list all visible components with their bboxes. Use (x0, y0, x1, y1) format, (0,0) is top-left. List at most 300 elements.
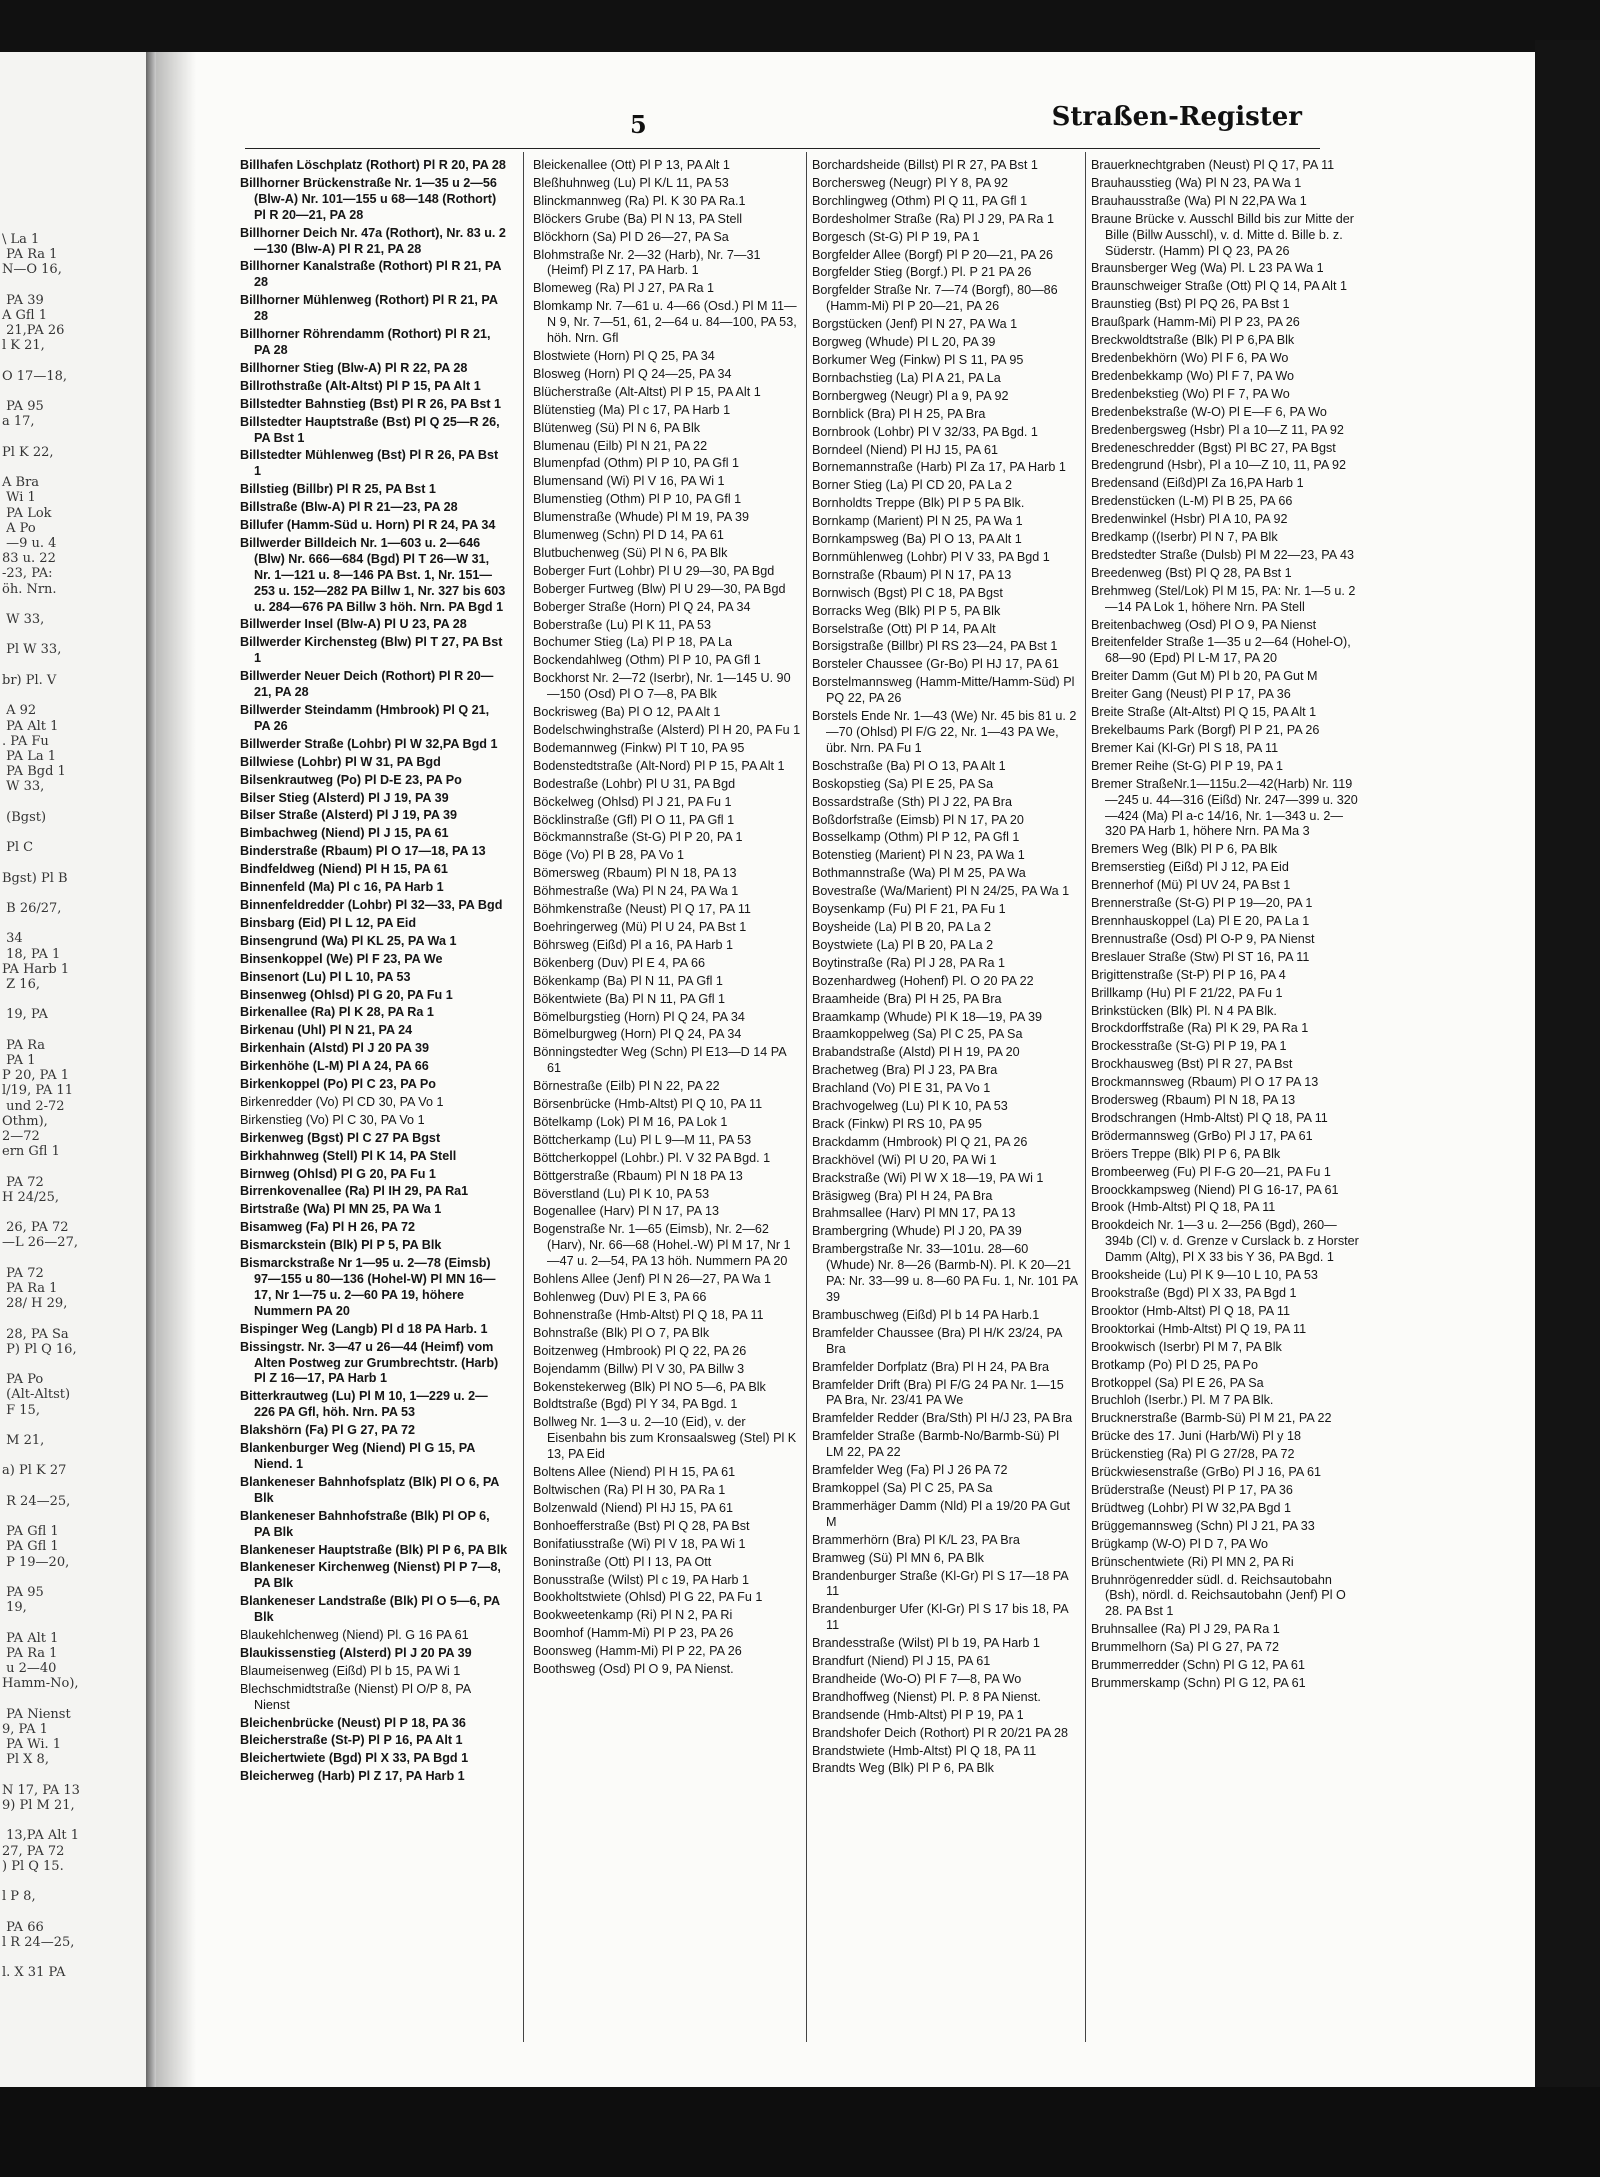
register-entry: Brückenstieg (Ra) Pl G 27/28, PA 72 (1091, 1447, 1295, 1462)
register-entry: Bökentwiete (Ba) Pl N 11, PA Gfl 1 (533, 991, 726, 1006)
register-entry: Bramkoppel (Sa) Pl C 25, PA Sa (812, 1480, 993, 1495)
register-entry: Brahmsallee (Harv) Pl MN 17, PA 13 (812, 1206, 1016, 1221)
register-entry: Bornwisch (Bgst) Pl C 18, PA Bgst (812, 585, 1003, 600)
register-entry: Bodenstedtstraße (Alt-Nord) Pl P 15, PA Alt 1 (533, 758, 785, 773)
register-entry: Brookstraße (Bgd) Pl X 33, PA Bgd 1 (1091, 1286, 1297, 1300)
register-entry: Brandstwiete (Hmb-Altst) Pl Q 18, PA 11 (812, 1743, 1037, 1758)
register-entry: Blöckers Grube (Ba) Pl N 13, PA Stell (533, 211, 743, 226)
register-entry: Billhorner Stieg (Blw-A) Pl R 22, PA 28 (240, 360, 468, 375)
register-entry: Boomhof (Hamm-Mi) Pl P 23, PA 26 (533, 1626, 734, 1641)
register-entry: Brachvogelweg (Lu) Pl K 10, PA 53 (812, 1099, 1008, 1114)
register-entry: Bogenstraße Nr. 1—65 (Eimsb), Nr. 2—62 (Harv), Nr. 66—68 (Hohel.-W) Pl M 17, Nr 1—47 u. 2—54, PA 13 höh. Nummern PA 20 (533, 1222, 791, 1269)
register-entry: Bonifatiusstraße (Wi) Pl V 18, PA Wi 1 (533, 1536, 746, 1551)
register-entry: Billwerder Kirchensteg (Blw) Pl T 27, PA Bst 1 (240, 635, 503, 666)
register-entry: Böge (Vo) Pl B 28, PA Vo 1 (533, 848, 684, 863)
register-entry: Brummerskamp (Schn) Pl G 12, PA 61 (1091, 1675, 1306, 1690)
register-entry: Bollweg Nr. 1—3 u. 2—10 (Eid), v. der Eisenbahn bis zum Kronsaalsweg (Stel) Pl K 13, PA Eid (533, 1415, 797, 1462)
register-entry: Brandsende (Hmb-Altst) Pl P 19, PA 1 (812, 1707, 1024, 1722)
register-entry: Borchlingweg (Othm) Pl Q 11, PA Gfl 1 (812, 193, 1028, 208)
register-entry: Birkenhöhe (L-M) Pl A 24, PA 66 (240, 1059, 429, 1074)
register-entry: Billhorner Brückenstraße Nr. 1—35 u 2—56 (Blw-A) Nr. 101—155 u 68—148 (Rothort) Pl R 20—21, PA 28 (240, 175, 497, 222)
register-entry: Brünschentwiete (Ri) Pl MN 2, PA Ri (1091, 1554, 1294, 1569)
register-entry: Böckelweg (Ohlsd) Pl J 21, PA Fu 1 (533, 794, 732, 809)
register-entry: Brandesstraße (Wilst) Pl b 19, PA Harb 1 (812, 1636, 1040, 1651)
register-entry: Bredkamp ((Iserbr) Pl N 7, PA Blk (1091, 530, 1278, 545)
register-entry: Bolzenwald (Niend) Pl HJ 15, PA 61 (533, 1500, 733, 1515)
register-entry: Bröers Treppe (Blk) Pl P 6, PA Blk (1091, 1146, 1281, 1161)
register-entry: Böhmkenstraße (Neust) Pl Q 17, PA 11 (533, 902, 751, 917)
register-entry: Bockendahlweg (Othm) Pl P 10, PA Gfl 1 (533, 653, 761, 668)
scan-background-bottom (0, 2087, 1600, 2177)
register-entry: Brack (Finkw) Pl RS 10, PA 95 (812, 1116, 982, 1131)
register-entry: Brambergstraße Nr. 33—101u. 28—60 (Whude) Nr. 8—26 (Barmb-N). Pl. K 20—21 PA: Nr. 33—99 u. 8—60 PA Fu. 1, Nr. 101 PA 39 (812, 1242, 1078, 1304)
register-entry: Bockrisweg (Ba) Pl O 12, PA Alt 1 (533, 705, 721, 720)
register-entry: Boberger Furtweg (Blw) Pl U 29—30, PA Bgd (533, 581, 786, 596)
register-entry: Brücke des 17. Juni (Harb/Wi) Pl y 18 (1091, 1429, 1301, 1444)
register-entry: Boschstraße (Ba) Pl O 13, PA Alt 1 (812, 758, 1006, 773)
register-entry: Brook (Hmb-Altst) Pl Q 18, PA 11 (1091, 1200, 1276, 1215)
register-entry: Böttcherkamp (Lu) Pl L 9—M 11, PA 53 (533, 1132, 752, 1147)
register-entry: Bredengrund (Hsbr), Pl a 10—Z 10, 11, PA 92 (1091, 458, 1347, 473)
register-entry: Billhorner Mühlenweg (Rothort) Pl R 21, PA 28 (240, 293, 498, 324)
register-entry: Brügkamp (W-O) Pl D 7, PA Wo (1091, 1536, 1269, 1551)
register-entry: Breiter Damm (Gut M) Pl b 20, PA Gut M (1091, 669, 1318, 684)
register-entry: Bornbergweg (Neugr) Pl a 9, PA 92 (812, 388, 1009, 403)
register-entry: Bochumer Stieg (La) Pl P 18, PA La (533, 635, 733, 650)
register-entry: Billhorner Röhrendamm (Rothort) Pl R 21, PA 28 (240, 327, 491, 357)
register-entry: Blankeneser Hauptstraße (Blk) Pl P 6, PA Blk (240, 1542, 508, 1557)
register-entry: Bramweg (Sü) Pl MN 6, PA Blk (812, 1550, 984, 1565)
register-entry: Bökenberg (Duv) Pl E 4, PA 66 (533, 955, 705, 970)
register-entry: Birkenallee (Ra) Pl K 28, PA Ra 1 (240, 1005, 434, 1020)
register-entry: Brambuschweg (Eißd) Pl b 14 PA Harb.1 (812, 1307, 1040, 1322)
scan-background-top (0, 0, 1600, 52)
register-entry: Borchardsheide (Billst) Pl R 27, PA Bst 1 (812, 158, 1038, 172)
register-entry: Bozenhardweg (Hohenf) Pl. O 20 PA 22 (812, 973, 1034, 988)
register-entry: Brookwisch (Iserbr) Pl M 7, PA Blk (1091, 1339, 1282, 1354)
register-entry: Brekelbaums Park (Borgf) Pl P 21, PA 26 (1091, 723, 1320, 737)
register-entry: Bosselkamp (Othm) Pl P 12, PA Gfl 1 (812, 830, 1020, 845)
register-entry: Bremers Weg (Blk) Pl P 6, PA Blk (1091, 842, 1278, 857)
register-entry: Bredenbekhörn (Wo) Pl F 6, PA Wo (1091, 350, 1289, 365)
register-entry: Boysheide (La) Pl B 20, PA La 2 (812, 919, 991, 934)
register-entry: Bräsigweg (Bra) Pl H 24, PA Bra (812, 1188, 993, 1203)
register-entry: Böttgerstraße (Rbaum) Pl N 18 PA 13 (533, 1168, 743, 1183)
register-entry: Blumensand (Wi) Pl V 16, PA Wi 1 (533, 474, 725, 489)
register-entry: Brammerhäger Damm (Nld) Pl a 19/20 PA Gut M (812, 1498, 1071, 1529)
register-entry: Bonhoefferstraße (Bst) Pl Q 28, PA Bst (533, 1518, 750, 1533)
register-entry: Bömersweg (Rbaum) Pl N 18, PA 13 (533, 866, 737, 881)
register-entry: Bossardstraße (Sth) Pl J 22, PA Bra (812, 794, 1012, 809)
register-entry: Blumenweg (Schn) Pl D 14, PA 61 (533, 528, 724, 543)
spine-shadow (156, 52, 196, 2087)
register-entry: Brauhausstieg (Wa) Pl N 23, PA Wa 1 (1091, 175, 1302, 190)
register-entry: Birkenkoppel (Po) Pl C 23, PA Po (240, 1077, 436, 1092)
register-entry: Bredenbekkamp (Wo) Pl F 7, PA Wo (1091, 368, 1294, 383)
register-entry: Borgweg (Whude) Pl L 20, PA 39 (812, 335, 996, 350)
register-entry: Bindfeldweg (Niend) Pl H 15, PA 61 (240, 862, 448, 877)
register-entry: Blumenstieg (Othm) Pl P 10, PA Gfl 1 (533, 492, 742, 507)
register-entry: Braußpark (Hamm-Mi) Pl P 23, PA 26 (1091, 315, 1300, 330)
register-entry: Blutbuchenweg (Sü) Pl N 6, PA Blk (533, 545, 728, 560)
register-entry: Billstedter Bahnstieg (Bst) Pl R 26, PA Bst 1 (240, 396, 502, 411)
register-entry: Brennerhof (Mü) Pl UV 24, PA Bst 1 (1091, 878, 1291, 893)
register-entry: Binsenkoppel (We) Pl F 23, PA We (240, 951, 443, 966)
facing-page-fragment (0, 52, 146, 2087)
register-entry: Brachland (Vo) Pl E 31, PA Vo 1 (812, 1081, 991, 1096)
register-entry: Brockdorffstraße (Ra) Pl K 29, PA Ra 1 (1091, 1021, 1309, 1036)
register-entry: Bogenallee (Harv) Pl N 17, PA 13 (533, 1204, 719, 1219)
register-entry: Birnweg (Ohlsd) Pl G 20, PA Fu 1 (240, 1166, 436, 1181)
register-entry: Brauerknechtgraben (Neust) Pl Q 17, PA 11 (1091, 158, 1335, 172)
register-entry: Braunsberger Weg (Wa) Pl. L 23 PA Wa 1 (1091, 261, 1324, 276)
register-entry: Birkenau (Uhl) Pl N 21, PA 24 (240, 1023, 413, 1038)
register-column-2 (533, 158, 801, 1680)
register-entry: Börnestraße (Eilb) Pl N 22, PA 22 (533, 1079, 720, 1094)
register-entry: Bramfelder Dorfplatz (Bra) Pl H 24, PA Bra (812, 1359, 1050, 1374)
register-entry: Blumenstraße (Whude) Pl M 19, PA 39 (533, 510, 750, 525)
register-entry: Blohmstraße Nr. 2—32 (Harb), Nr. 7—31 (Heimf) Pl Z 17, PA Harb. 1 (533, 247, 761, 278)
register-entry: Bonusstraße (Wilst) Pl c 19, PA Harb 1 (533, 1572, 750, 1587)
register-entry: Bremserstieg (Eißd) Pl J 12, PA Eid (1091, 860, 1289, 875)
register-entry: Bokenstekerweg (Blk) Pl NO 5—6, PA Blk (533, 1379, 766, 1394)
register-entry: Bodelschwinghstraße (Alsterd) Pl H 20, PA Fu 1 (533, 723, 801, 737)
register-entry: Bramfelder Redder (Bra/Sth) Pl H/J 23, PA Bra (812, 1411, 1073, 1426)
register-entry: Bisamweg (Fa) Pl H 26, PA 72 (240, 1220, 415, 1235)
register-entry: Braamheide (Bra) Pl H 25, PA Bra (812, 991, 1002, 1006)
register-entry: Billufer (Hamm-Süd u. Horn) Pl R 24, PA 34 (240, 518, 496, 533)
register-entry: Billstedter Hauptstraße (Bst) Pl Q 25—R 26, PA Bst 1 (240, 414, 500, 445)
register-entry: Breite Straße (Alt-Altst) Pl Q 15, PA Alt 1 (1091, 705, 1317, 720)
register-entry: Binnenfeld (Ma) Pl c 16, PA Harb 1 (240, 880, 444, 895)
register-entry: Bömelburgstieg (Horn) Pl Q 24, PA 34 (533, 1009, 745, 1024)
register-entry: Birkenredder (Vo) Pl CD 30, PA Vo 1 (240, 1094, 444, 1109)
register-entry: Binsbarg (Eid) Pl L 12, PA Eid (240, 915, 417, 930)
register-entry: Bodemannweg (Finkw) Pl T 10, PA 95 (533, 740, 745, 755)
register-entry: Böttcherkoppel (Lohbr.) Pl. V 32 PA Bgd. 1 (533, 1150, 771, 1165)
register-entry: Brennerstraße (St-G) Pl P 19—20, PA 1 (1091, 896, 1313, 911)
register-entry: Brüggemannsweg (Schn) Pl J 21, PA 33 (1091, 1518, 1315, 1533)
register-entry: Bömelburgweg (Horn) Pl Q 24, PA 34 (533, 1027, 742, 1042)
register-entry: Bredenstücken (L-M) Pl B 25, PA 66 (1091, 494, 1293, 509)
register-entry: Böverstland (Lu) Pl K 10, PA 53 (533, 1186, 710, 1201)
register-entry: Brockhausweg (Bst) Pl R 27, PA Bst (1091, 1057, 1293, 1072)
register-entry: Böhrsweg (Eißd) Pl a 16, PA Harb 1 (533, 937, 733, 952)
register-entry: Boskopstieg (Sa) Pl E 25, PA Sa (812, 776, 994, 791)
register-entry: Brillkamp (Hu) Pl F 21/22, PA Fu 1 (1091, 985, 1283, 1000)
register-entry: Blücherstraße (Alt-Altst) Pl P 15, PA Alt 1 (533, 384, 761, 399)
register-entry: Brehmweg (Stel/Lok) Pl M 15, PA: Nr. 1—5 u. 2—14 PA Lok 1, höhere Nrn. PA Stell (1091, 583, 1356, 614)
register-entry: Brennhauskoppel (La) Pl E 20, PA La 1 (1091, 913, 1310, 928)
register-entry: Bimbachweg (Niend) Pl J 15, PA 61 (240, 826, 449, 841)
register-entry: Birkhahnweg (Stell) Pl K 14, PA Stell (240, 1148, 457, 1163)
register-entry: Brabandstraße (Alstd) Pl H 19, PA 20 (812, 1045, 1020, 1060)
register-entry: Billwiese (Lohbr) Pl W 31, PA Bgd (240, 754, 441, 769)
register-entry: Boysenkamp (Fu) Pl F 21, PA Fu 1 (812, 902, 1006, 917)
register-entry: Borgfelder Allee (Borgf) Pl P 20—21, PA 26 (812, 247, 1054, 262)
register-entry: Brigittenstraße (St-P) Pl P 16, PA 4 (1091, 967, 1286, 982)
register-entry: Billrothstraße (Alt-Altst) Pl P 15, PA Alt 1 (240, 378, 481, 393)
register-entry: Bornstraße (Rbaum) Pl N 17, PA 13 (812, 567, 1012, 582)
register-entry: Braunstieg (Bst) Pl PQ 26, PA Bst 1 (1091, 297, 1290, 312)
register-entry: Bredenbekstieg (Wo) Pl F 7, PA Wo (1091, 386, 1290, 401)
register-entry: Braune Brücke v. Ausschl Billd bis zur Mitte der Bille (Billw Ausschl), v. d. Mitte d. Bille b. z. Süderstr. (Hamm) Pl Q 23, PA 26 (1091, 211, 1354, 258)
column-divider (806, 152, 807, 2042)
register-entry: Brauhausstraße (Wa) Pl N 22,PA Wa 1 (1091, 193, 1307, 208)
register-entry: Boitzenweg (Hmbrook) Pl Q 22, PA 26 (533, 1343, 747, 1358)
register-entry: Blumenau (Eilb) Pl N 21, PA 22 (533, 438, 708, 453)
register-entry: Bredenbergsweg (Hsbr) Pl a 10—Z 11, PA 92 (1091, 422, 1344, 437)
register-entry: Brandheide (Wo-O) Pl F 7—8, PA Wo (812, 1671, 1022, 1686)
register-entry: Borsteler Chaussee (Gr-Bo) Pl HJ 17, PA 61 (812, 657, 1059, 672)
register-entry: Brodschrangen (Hmb-Altst) Pl Q 18, PA 11 (1091, 1110, 1328, 1125)
register-entry: Borkumer Weg (Finkw) Pl S 11, PA 95 (812, 352, 1024, 367)
register-entry: Blumenpfad (Othm) Pl P 10, PA Gfl 1 (533, 456, 740, 471)
header-rule (245, 148, 1320, 149)
register-entry: Braamkoppelweg (Sa) Pl C 25, PA Sa (812, 1027, 1023, 1042)
register-entry: Boltwischen (Ra) Pl H 30, PA Ra 1 (533, 1482, 726, 1497)
register-entry: Blütenweg (Sü) Pl N 6, PA Blk (533, 420, 701, 435)
register-entry: Brackstraße (Wi) Pl W X 18—19, PA Wi 1 (812, 1170, 1044, 1185)
register-entry: Billstedter Mühlenweg (Bst) Pl R 26, PA Bst 1 (240, 448, 499, 479)
register-entry: Boninstraße (Ott) Pl I 13, PA Ott (533, 1554, 712, 1569)
register-entry: Böckmannstraße (St-G) Pl P 20, PA 1 (533, 830, 743, 845)
register-entry: Bredstedter Straße (Dulsb) Pl M 22—23, PA 43 (1091, 547, 1354, 562)
register-entry: Bohlenweg (Duv) Pl E 3, PA 66 (533, 1290, 707, 1304)
register-entry: Boehringerweg (Mü) Pl U 24, PA Bst 1 (533, 919, 747, 934)
scan-background-right (1535, 40, 1600, 2090)
register-entry: Breckwoldtstraße (Blk) Pl P 6,PA Blk (1091, 333, 1295, 348)
register-entry: Bötelkamp (Lok) Pl M 16, PA Lok 1 (533, 1114, 728, 1129)
register-entry: Bramfelder Drift (Bra) Pl F/G 24 PA Nr. 1—15 PA Bra, Nr. 23/41 PA We (812, 1377, 1064, 1408)
register-entry: Bremer Reihe (St-G) Pl P 19, PA 1 (1091, 758, 1284, 773)
register-entry: Boothsweg (Osd) Pl O 9, PA Nienst. (533, 1662, 734, 1677)
register-entry: Binsenort (Lu) Pl L 10, PA 53 (240, 969, 411, 984)
register-entry: Brotkamp (Po) Pl D 25, PA Po (1091, 1357, 1259, 1372)
register-entry: Brambergring (Whude) Pl J 20, PA 39 (812, 1224, 1022, 1239)
column-divider (523, 152, 524, 2042)
register-entry: Bredeneschredder (Bgst) Pl BC 27, PA Bgst (1091, 440, 1336, 455)
register-entry: Brummerredder (Schn) Pl G 12, PA 61 (1091, 1658, 1305, 1673)
register-entry: Billwerder Insel (Blw-A) Pl U 23, PA 28 (240, 617, 467, 632)
register-entry: Brinkstücken (Blk) Pl. N 4 PA Blk. (1091, 1003, 1277, 1018)
register-entry: Blütenstieg (Ma) Pl c 17, PA Harb 1 (533, 402, 731, 417)
register-entry: Boberstraße (Lu) Pl K 11, PA 53 (533, 617, 712, 632)
register-entry: Brandfurt (Niend) Pl J 15, PA 61 (812, 1654, 991, 1669)
register-entry: Breedenweg (Bst) Pl Q 28, PA Bst 1 (1091, 565, 1292, 580)
register-entry: Binderstraße (Rbaum) Pl O 17—18, PA 13 (240, 844, 486, 859)
register-entry: Bornbachstieg (La) Pl A 21, PA La (812, 370, 1001, 385)
register-entry: Bornblick (Bra) Pl H 25, PA Bra (812, 406, 986, 421)
register-entry: Blankeneser Landstraße (Blk) Pl O 5—6, PA Blk (240, 1594, 500, 1625)
register-entry: Brooktor (Hmb-Altst) Pl Q 18, PA 11 (1091, 1303, 1290, 1318)
register-entry: Borchersweg (Neugr) Pl Y 8, PA 92 (812, 175, 1009, 190)
register-entry: Brooksheide (Lu) Pl K 9—10 L 10, PA 53 (1091, 1268, 1318, 1283)
register-entry: Binsenweg (Ohlsd) Pl G 20, PA Fu 1 (240, 987, 453, 1002)
register-entry: Broockkampsweg (Niend) Pl G 16-17, PA 61 (1091, 1182, 1339, 1197)
register-entry: Bovestraße (Wa/Marient) Pl N 24/25, PA Wa 1 (812, 884, 1070, 899)
register-entry: Blöckhorn (Sa) Pl D 26—27, PA Sa (533, 229, 729, 244)
register-entry: Brotkoppel (Sa) Pl E 26, PA Sa (1091, 1375, 1264, 1390)
register-entry: Blostwiete (Horn) Pl Q 25, PA 34 (533, 348, 715, 363)
register-entry: Boßdorfstraße (Eimsb) Pl N 17, PA 20 (812, 812, 1024, 827)
register-entry: Bilsenkrautweg (Po) Pl D-E 23, PA Po (240, 772, 462, 787)
register-entry: Boystwiete (La) Pl B 20, PA La 2 (812, 937, 994, 952)
register-entry: Bruhnsallee (Ra) Pl J 29, PA Ra 1 (1091, 1622, 1280, 1637)
register-entry: Blankeneser Kirchenweg (Nienst) Pl P 7—8, PA Blk (240, 1560, 501, 1591)
register-entry: Blankenburger Weg (Niend) Pl G 15, PA Niend. 1 (240, 1441, 475, 1471)
register-entry: Brödermannsweg (GrBo) Pl J 17, PA 61 (1091, 1128, 1313, 1143)
register-entry: Blomeweg (Ra) Pl J 27, PA Ra 1 (533, 281, 715, 296)
register-entry: Borner Stieg (La) Pl CD 20, PA La 2 (812, 478, 1012, 493)
register-entry: Brüdtweg (Lohbr) Pl W 32,PA Bgd 1 (1091, 1500, 1291, 1515)
register-entry: Bojendamm (Billw) Pl V 30, PA Billw 3 (533, 1361, 745, 1376)
register-entry: Brückwiesenstraße (GrBo) Pl J 16, PA 61 (1091, 1465, 1322, 1480)
register-entry: Borstels Ende Nr. 1—43 (We) Nr. 45 bis 81 u. 2—70 (Ohlsd) Pl F/G 22, Nr. 1—43 PA We, übr. Nrn. PA Fu 1 (812, 709, 1077, 755)
column-divider (1085, 152, 1086, 2042)
register-entry: Bornmühlenweg (Lohbr) Pl V 33, PA Bgd 1 (812, 549, 1050, 564)
register-entry: Boberger Straße (Horn) Pl Q 24, PA 34 (533, 599, 751, 614)
register-entry: Borracks Weg (Blk) Pl P 5, PA Blk (812, 603, 1001, 618)
register-entry: Bockhorst Nr. 2—72 (Iserbr), Nr. 1—145 U. 90—150 (Osd) Pl O 7—8, PA Blk (533, 671, 791, 702)
register-entry: Bramfelder Chaussee (Bra) Pl H/K 23/24, PA Bra (812, 1325, 1062, 1356)
register-entry: Borndeel (Niend) Pl HJ 15, PA 61 (812, 442, 998, 457)
register-entry: Bookweetenkamp (Ri) Pl N 2, PA Ri (533, 1608, 733, 1623)
register-entry: Billstraße (Blw-A) Pl R 21—23, PA 28 (240, 500, 458, 515)
register-entry: Böcklinstraße (Gfl) Pl O 11, PA Gfl 1 (533, 812, 735, 827)
register-entry: Birkenhain (Alstd) Pl J 20 PA 39 (240, 1041, 429, 1056)
register-entry: Bleßhuhnweg (Lu) Pl K/L 11, PA 53 (533, 175, 729, 190)
register-entry: Braamkamp (Whude) Pl K 18—19, PA 39 (812, 1009, 1043, 1024)
register-entry: Brackdamm (Hmbrook) Pl Q 21, PA 26 (812, 1134, 1028, 1149)
register-entry: Brockmannsweg (Rbaum) Pl O 17 PA 13 (1091, 1075, 1319, 1090)
register-entry: Billwerder Straße (Lohbr) Pl W 32,PA Bgd 1 (240, 736, 498, 751)
register-entry: Binnenfeldredder (Lohbr) Pl 32—33, PA Bgd (240, 897, 503, 912)
register-entry: Billstieg (Billbr) Pl R 25, PA Bst 1 (240, 482, 436, 497)
register-entry: Bremer Kai (Kl-Gr) Pl S 18, PA 11 (1091, 740, 1279, 755)
register-entry: Brennustraße (Osd) Pl O-P 9, PA Nienst (1091, 931, 1315, 946)
register-entry: Bitterkrautweg (Lu) Pl M 10, 1—229 u. 2—226 PA Gfl, höh. Nrn. PA 53 (240, 1389, 488, 1420)
register-entry: Brockesstraße (St-G) Pl P 19, PA 1 (1091, 1039, 1287, 1054)
register-entry: Blosweg (Horn) Pl Q 24—25, PA 34 (533, 366, 732, 381)
register-entry: Borgfelder Straße Nr. 7—74 (Borgf), 80—86 (Hamm-Mi) Pl P 20—21, PA 26 (812, 283, 1058, 314)
register-entry: Bornkamp (Marient) Pl N 25, PA Wa 1 (812, 514, 1023, 529)
register-entry: Birrenkovenallee (Ra) Pl IH 29, PA Ra1 (240, 1184, 469, 1199)
register-column-1 (240, 158, 508, 1787)
register-entry: Bönningstedter Weg (Schn) Pl E13—D 14 PA 61 (533, 1045, 786, 1076)
register-entry: Brombeerweg (Fu) Pl F-G 20—21, PA Fu 1 (1091, 1164, 1331, 1179)
register-entry: Blaukissenstieg (Alsterd) Pl J 20 PA 39 (240, 1645, 472, 1660)
register-entry: Billhorner Kanalstraße (Rothort) Pl R 21, PA 28 (240, 259, 502, 290)
book-gutter (146, 52, 156, 2087)
register-entry: Breitenbachweg (Osd) Pl O 9, PA Nienst (1091, 617, 1317, 632)
register-entry: Boltens Allee (Niend) Pl H 15, PA 61 (533, 1465, 736, 1480)
register-entry: Börsenbrücke (Hmb-Altst) Pl Q 10, PA 11 (533, 1097, 763, 1112)
register-entry: Bleicherstraße (St-P) Pl P 16, PA Alt 1 (240, 1733, 463, 1748)
facing-page-text: \ La 1 PA Ra 1 N—O 16, PA 39 A Gfl 1 21,PA 26 l K 21, O 17—18, PA 95 a 17, Pl K 22, A Bra Wi 1 PA Lok A Po —9 u. 4 83 u. 22 -23, PA: öh. Nrn. W 33, Pl W 33, br) Pl. V A 92 PA Alt 1 . PA Fu PA La 1 PA Bgd 1 W 33, (Bgst) Pl C Bgst) Pl B B 26/27, 34 18, PA 1 PA Harb 1 Z 16, 19, PA PA Ra PA 1 P 20, PA 1 l/19, PA 11 und 2-72 Othm), 2—72 ern Gfl 1 PA 72 H 24/25, 26, PA 72 —L 26—27, PA 72 PA Ra 1 28/ H 29, 28, PA Sa P) Pl Q 16, PA Po (Alt-Altst) F 15, M 21, a) Pl K 27 R 24—25, PA Gfl 1 PA Gfl 1 P 19—20, PA 95 19, PA Alt 1 PA Ra 1 u 2—40 Hamm-No), PA Nienst 9, PA 1 PA Wi. 1 Pl X 8, N 17, PA 13 9) Pl M 21, 13,PA Alt 1 27, PA 72 ) Pl Q 15. l P 8, PA 66 l R 24—25, l. X 31 PA (2, 232, 80, 1981)
register-entry: Brammerhörn (Bra) Pl K/L 23, PA Bra (812, 1532, 1020, 1547)
register-entry: Bodestraße (Lohbr) Pl U 31, PA Bgd (533, 776, 736, 791)
register-entry: Blomkamp Nr. 7—61 u. 4—66 (Osd.) Pl M 11—N 9, Nr. 7—51, 61, 2—64 u. 84—100, PA 53, höh. Nrn. Gfl (533, 299, 797, 346)
register-entry: Bremer StraßeNr.1—115u.2—42(Harb) Nr. 119—245 u. 44—316 (Eißd) Nr. 247—399 u. 320—424 (Ma) Pl a-c 14/16, Nr. 1—343 u. 2—320 PA Harb 1, höhere Nrn. PA Ma 3 (1091, 776, 1358, 839)
register-entry: Billhorner Deich Nr. 47a (Rothort), Nr. 83 u. 2—130 (Blw-A) Pl R 21, PA 28 (240, 225, 506, 256)
register-entry: Brookdeich Nr. 1—3 u. 2—256 (Bgd), 260—394b (Cl) v. d. Grenze v Curslack b. z Horster Damm (Altg), Pl X 33 bis Y 36, PA Bgd. 1 (1091, 1218, 1359, 1265)
register-entry: Blaumeisenweg (Eißd) Pl b 15, PA Wi 1 (240, 1663, 461, 1678)
register-entry: Bredenbekstraße (W-O) Pl E—F 6, PA Wo (1091, 404, 1327, 419)
register-entry: Brodersweg (Rbaum) Pl N 18, PA 13 (1091, 1093, 1296, 1108)
register-entry: Blinckmannweg (Ra) Pl. K 30 PA Ra.1 (533, 193, 746, 208)
register-entry: Bilser Stieg (Alsterd) Pl J 19, PA 39 (240, 790, 449, 805)
register-entry: Birkenstieg (Vo) Pl C 30, PA Vo 1 (240, 1112, 425, 1127)
register-entry: Billwerder Neuer Deich (Rothort) Pl R 20—21, PA 28 (240, 669, 494, 700)
register-entry: Brüderstraße (Neust) Pl P 17, PA 36 (1091, 1482, 1293, 1497)
register-entry: Breslauer Straße (Stw) Pl ST 16, PA 11 (1091, 949, 1310, 964)
register-entry: Blaukehlchenweg (Niend) Pl. G 16 PA 61 (240, 1628, 469, 1643)
register-entry: Boytinstraße (Ra) Pl J 28, PA Ra 1 (812, 955, 1005, 970)
register-entry: Brandts Weg (Blk) Pl P 6, PA Blk (812, 1761, 994, 1776)
register-entry: Binsengrund (Wa) Pl KL 25, PA Wa 1 (240, 933, 457, 948)
register-entry: Bruchloh (Iserbr.) Pl. M 7 PA Blk. (1091, 1393, 1274, 1408)
register-entry: Bleicherweg (Harb) Pl Z 17, PA Harb 1 (240, 1769, 465, 1784)
register-entry: Brandhoffweg (Nienst) Pl. P. 8 PA Nienst. (812, 1689, 1041, 1704)
register-entry: Blechschmidtstraße (Nienst) Pl O/P 8, PA Nienst (240, 1681, 471, 1712)
register-entry: Bilser Straße (Alsterd) Pl J 19, PA 39 (240, 808, 457, 823)
register-entry: Brackhövel (Wi) Pl U 20, PA Wi 1 (812, 1152, 997, 1167)
register-column-4 (1091, 158, 1361, 1694)
register-entry: Brummelhorn (Sa) Pl G 27, PA 72 (1091, 1640, 1280, 1655)
running-head: Straßen-Register (1051, 102, 1302, 132)
register-entry: Bismarckstein (Blk) Pl P 5, PA Blk (240, 1238, 442, 1253)
register-entry: Brandenburger Straße (Kl-Gr) Pl S 17—18 PA 11 (812, 1568, 1068, 1599)
register-entry: Borselstraße (Ott) Pl P 14, PA Alt (812, 621, 996, 636)
register-entry: Bornbrook (Lohbr) Pl V 32/33, PA Bgd. 1 (812, 424, 1038, 439)
register-entry: Birkenweg (Bgst) Pl C 27 PA Bgst (240, 1130, 441, 1145)
register-entry: Bismarckstraße Nr 1—95 u. 2—78 (Eimsb) 97—155 u 80—136 (Hohel-W) Pl MN 16—17, Nr 1—75 u. 2—60 PA 19, höhere Nummern PA 20 (240, 1256, 496, 1318)
register-entry: Bohlens Allee (Jenf) Pl N 26—27, PA Wa 1 (533, 1272, 772, 1287)
register-entry: Bothmannstraße (Wa) Pl M 25, PA Wa (812, 866, 1026, 881)
register-entry: Borgstücken (Jenf) Pl N 27, PA Wa 1 (812, 317, 1018, 332)
register-entry: Blankeneser Bahnhofsplatz (Blk) Pl O 6, PA Blk (240, 1474, 499, 1505)
register-entry: Bornemannstraße (Harb) Pl Za 17, PA Harb 1 (812, 460, 1066, 475)
register-entry: Brandshofer Deich (Rothort) Pl R 20/21 PA 28 (812, 1725, 1068, 1740)
register-entry: Bornholdts Treppe (Blk) Pl P 5 PA Blk. (812, 496, 1025, 511)
register-entry: Boberger Furt (Lohbr) Pl U 29—30, PA Bgd (533, 563, 775, 578)
register-entry: Bökenkamp (Ba) Pl N 11, PA Gfl 1 (533, 973, 723, 988)
register-entry: Bramfelder Weg (Fa) Pl J 26 PA 72 (812, 1463, 1008, 1478)
register-entry: Bleickenallee (Ott) Pl P 13, PA Alt 1 (533, 158, 730, 172)
register-entry: Billwerder Steindamm (Hmbrook) Pl Q 21, PA 26 (240, 703, 490, 733)
register-entry: Billhafen Löschplatz (Rothort) Pl R 20, PA 28 (240, 158, 506, 172)
register-entry: Brucknerstraße (Barmb-Sü) Pl M 21, PA 22 (1091, 1411, 1332, 1426)
register-entry: Bruhnrögenredder südl. d. Reichsautobahn (Bsh), nördl. d. Reichsautobahn (Jenf) Pl O 28. PA Bst 1 (1091, 1572, 1346, 1619)
register-entry: Bordesholmer Straße (Ra) Pl J 29, PA Ra 1 (812, 211, 1054, 226)
register-entry: Bookholtstwiete (Ohlsd) Pl G 22, PA Fu 1 (533, 1590, 763, 1605)
register-entry: Bohnenstraße (Hmb-Altst) Pl Q 18, PA 11 (533, 1307, 764, 1322)
register-entry: Borstelmannsweg (Hamm-Mitte/Hamm-Süd) Pl PQ 22, PA 26 (812, 675, 1075, 706)
register-entry: Brooktorkai (Hmb-Altst) Pl Q 19, PA 11 (1091, 1321, 1307, 1336)
register-entry: Birtstraße (Wa) Pl MN 25, PA Wa 1 (240, 1202, 442, 1217)
register-entry: Boonsweg (Hamm-Mi) Pl P 22, PA 26 (533, 1644, 742, 1659)
register-entry: Billwerder Billdeich Nr. 1—603 u. 2—646 (Blw) Nr. 666—684 (Bgd) Pl T 26—W 31, Nr. 1—121 u. 8—146 PA Bst. 1, Nr. 151—253 u. 152—282 PA Billw 1, Nr. 327 bis 603 u. 284—676 PA Billw 3 höh. Nrn. PA Bgd 1 (240, 535, 506, 614)
register-entry: Böhmestraße (Wa) Pl N 24, PA Wa 1 (533, 884, 739, 899)
register-entry: Borgfelder Stieg (Borgf.) Pl. P 21 PA 26 (812, 265, 1032, 280)
register-entry: Bleichertwiete (Bgd) Pl X 33, PA Bgd 1 (240, 1751, 469, 1766)
register-entry: Bispinger Weg (Langb) Pl d 18 PA Harb. 1 (240, 1321, 488, 1336)
register-entry: Boldtstraße (Bgd) Pl Y 34, PA Bgd. 1 (533, 1397, 738, 1412)
register-entry: Bredensand (Eißd)Pl Za 16,PA Harb 1 (1091, 476, 1304, 491)
register-entry: Breiter Gang (Neust) Pl P 17, PA 36 (1091, 687, 1291, 702)
register-entry: Bramfelder Straße (Barmb-No/Barmb-Sü) Pl LM 22, PA 22 (812, 1429, 1060, 1460)
